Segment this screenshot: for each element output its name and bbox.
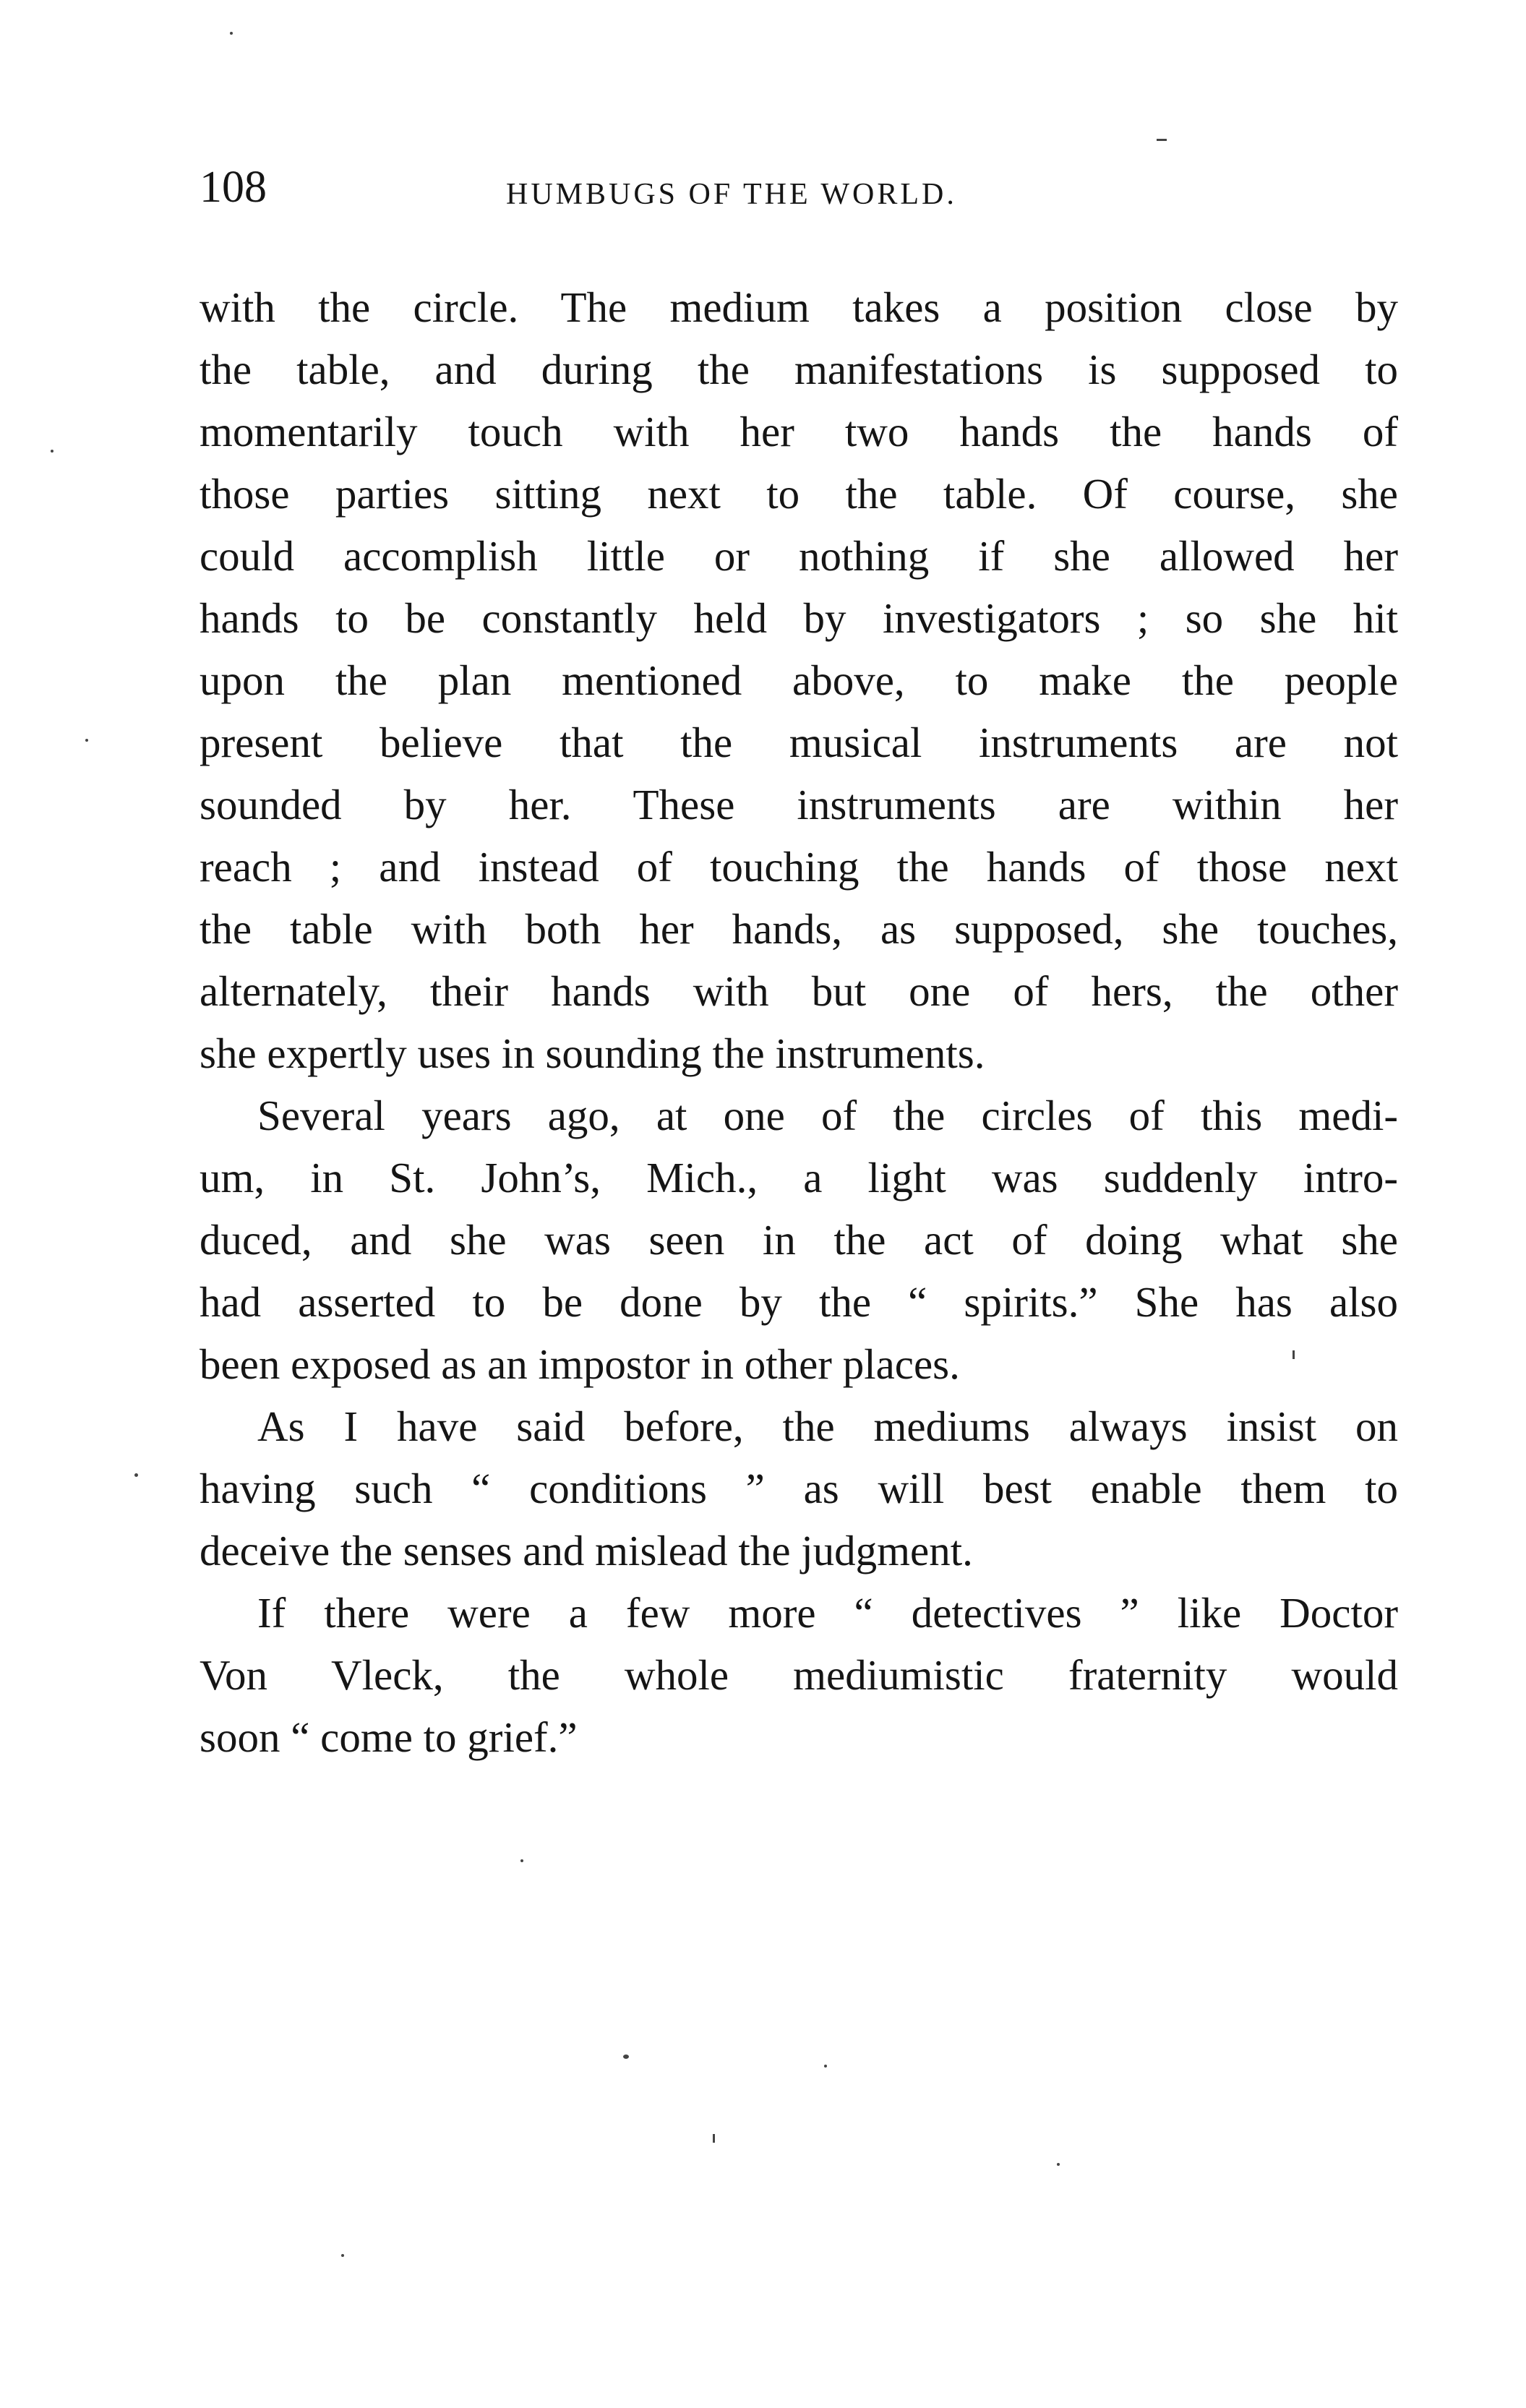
scan-speck — [51, 450, 53, 453]
scan-speck — [230, 32, 233, 35]
scan-speck — [1157, 139, 1167, 141]
scan-speck — [1057, 2163, 1060, 2166]
paragraph-2 — [200, 1084, 1398, 1395]
scan-speck — [341, 2254, 344, 2257]
paragraph-3 — [200, 1395, 1398, 1582]
text-line: she expertly uses in sounding the instruments. — [200, 1029, 985, 1077]
text-line: deceive the senses and mislead the judgment. — [200, 1527, 973, 1574]
running-head: HUMBUGS OF THE WORLD. — [506, 178, 957, 211]
body-text — [200, 276, 1398, 1768]
text-line: reach ; and instead of touching the hands of those next — [200, 843, 1398, 891]
paragraph-1 — [200, 276, 1398, 1084]
scan-speck — [824, 2065, 827, 2068]
text-line: could accomplish little or nothing if she allowed her — [200, 532, 1398, 580]
text-line: alternately, their hands with but one of hers, the other — [200, 967, 1398, 1015]
scan-speck — [623, 2054, 629, 2059]
text-line: duced, and she was seen in the act of doing what she — [200, 1216, 1398, 1264]
text-line: momentarily touch with her two hands the hands of — [200, 408, 1398, 455]
text-line: had asserted to be done by the “ spirits.” She has also — [200, 1278, 1398, 1326]
text-line: having such “ conditions ” as will best enable them to — [200, 1465, 1398, 1512]
text-line: If there were a few more “ detectives ” like Doctor — [257, 1589, 1398, 1637]
text-line: present believe that the musical instruments are not — [200, 719, 1398, 766]
text-line: been exposed as an impostor in other places. — [200, 1340, 960, 1388]
text-line: the table, and during the manifestations is supposed to — [200, 346, 1398, 393]
text-line: upon the plan mentioned above, to make the people — [200, 656, 1398, 704]
text-line: sounded by her. These instruments are within her — [200, 781, 1398, 828]
scan-speck — [1293, 1350, 1295, 1359]
text-line: Several years ago, at one of the circles of this medi- — [257, 1092, 1398, 1139]
paragraph-4 — [200, 1582, 1398, 1768]
scan-speck — [520, 1859, 523, 1862]
text-line: Von Vleck, the whole mediumistic fraternity would — [200, 1651, 1398, 1699]
text-line: hands to be constantly held by investigators ; so she hit — [200, 594, 1398, 642]
scan-speck — [85, 739, 88, 742]
scan-speck — [713, 2134, 715, 2143]
text-line: the table with both her hands, as supposed, she touches, — [200, 905, 1398, 953]
text-line: soon “ come to grief.” — [200, 1713, 578, 1761]
text-line: um, in St. John’s, Mich., a light was suddenly intro- — [200, 1154, 1398, 1201]
text-line: As I have said before, the mediums always insist on — [257, 1402, 1398, 1450]
scan-speck — [134, 1473, 138, 1477]
text-line: with the circle. The medium takes a position close by — [200, 283, 1398, 331]
page-number: 108 — [200, 163, 267, 212]
text-line: those parties sitting next to the table. Of course, she — [200, 470, 1398, 518]
